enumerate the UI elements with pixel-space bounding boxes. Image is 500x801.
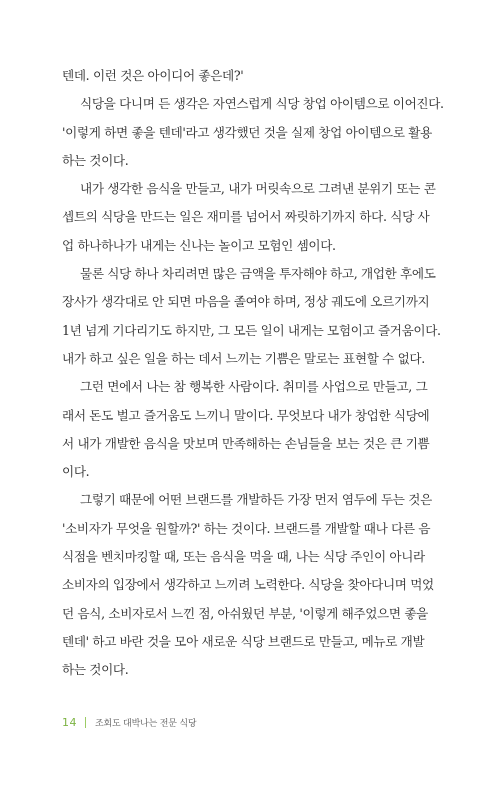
text-line: 물론 식당 하나 차리려면 많은 금액을 투자해야 하고, 개업한 후에도	[80, 266, 436, 282]
page-number: 14	[62, 715, 77, 729]
page-footer	[62, 712, 196, 732]
text-line: 그렇기 때문에 어떤 브랜드를 개발하든 가장 먼저 염두에 두는 것은	[80, 492, 432, 508]
text-line: 텐데' 하고 바란 것을 모아 새로운 식당 브랜드로 만들고, 메뉴로 개발	[62, 633, 425, 649]
body-text	[62, 62, 450, 685]
text-line: '이렇게 하면 좋을 텐데'라고 생각했던 것을 실제 창업 아이템으로 활용	[62, 124, 432, 140]
text-line: 내가 생각한 음식을 만들고, 내가 머릿속으로 그려낸 분위기 또는 콘	[80, 181, 436, 197]
text-line: 내가 하고 싶은 일을 하는 데서 느끼는 기쁨은 말로는 표현할 수 없다.	[62, 350, 425, 366]
text-line: 던 음식, 소비자로서 느낀 점, 아쉬웠던 부분, '이렇게 해주었으면 좋을	[62, 605, 428, 621]
paragraph	[62, 373, 450, 486]
paragraph	[62, 486, 450, 684]
text-line: 셉트의 식당을 만드는 일은 재미를 넘어서 짜릿하기까지 하다. 식당 사	[62, 209, 430, 225]
footer-divider	[85, 717, 86, 728]
text-line: 식점을 벤치마킹할 때, 또는 음식을 먹을 때, 나는 식당 주인이 아니라	[62, 549, 425, 565]
paragraph	[62, 90, 450, 175]
text-line: 1년 넘게 기다리기도 하지만, 그 모든 일이 내게는 모험이고 즐거움이다.	[62, 322, 441, 338]
text-line: 업 하나하나가 내게는 신나는 놀이고 모험인 셈이다.	[62, 237, 336, 253]
text-line: 소비자의 입장에서 생각하고 느끼려 노력한다. 식당을 찾아다니며 먹었	[62, 577, 434, 593]
text-line: 장사가 생각대로 안 되면 마음을 졸여야 하며, 정상 궤도에 오르기까지	[62, 294, 430, 310]
text-line: 식당을 다니며 든 생각은 자연스럽게 식당 창업 아이템으로 이어진다.	[80, 96, 444, 112]
running-title: 조회도 대박나는 전문 식당	[95, 718, 197, 729]
paragraph	[62, 175, 450, 260]
paragraph	[62, 260, 450, 373]
text-line: 이다.	[62, 464, 90, 480]
text-line: 그런 면에서 나는 참 행복한 사람이다. 취미를 사업으로 만들고, 그	[80, 379, 428, 395]
text-line: 하는 것이다.	[62, 662, 129, 678]
text-line: 하는 것이다.	[62, 152, 129, 168]
text-line: '소비자가 무엇을 원할까?' 하는 것이다. 브랜드를 개발할 때나 다른 음	[62, 520, 431, 536]
text-line: 서 내가 개발한 음식을 맛보며 만족해하는 손님들을 보는 것은 큰 기쁨	[62, 435, 430, 451]
paragraph	[62, 62, 450, 90]
text-line: 텐데. 이런 것은 아이디어 좋은데?'	[62, 68, 244, 83]
text-line: 래서 돈도 벌고 즐거움도 느끼니 말이다. 무엇보다 내가 창업한 식당에	[62, 407, 430, 423]
